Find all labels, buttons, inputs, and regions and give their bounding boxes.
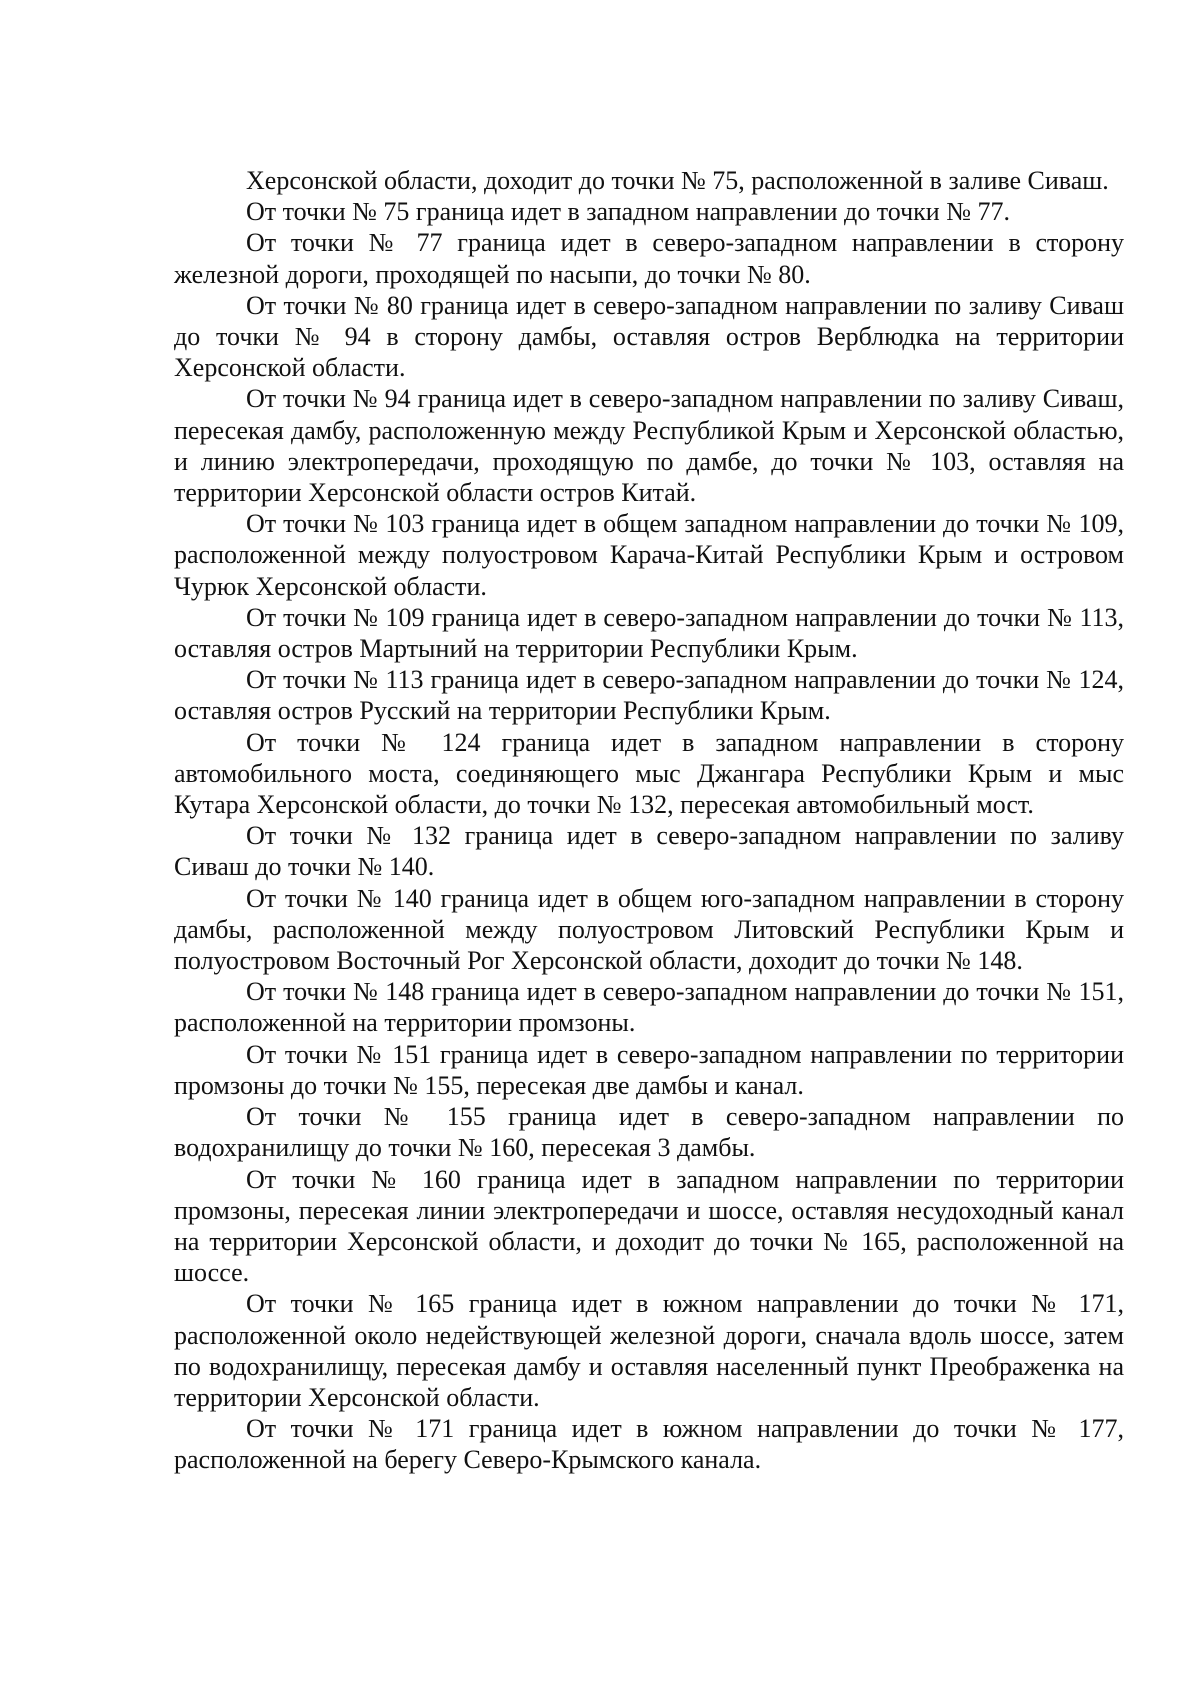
- paragraph-12: От точки № 148 граница идет в северо-западном направлении до точки № 151, расположенной на территории промзоны.: [174, 977, 1124, 1038]
- paragraph-14: От точки № 155 граница идет в северо-западном направлении по водохранилищу до точки № 160, пересекая 3 дамбы.: [174, 1102, 1124, 1163]
- paragraph-8: От точки № 113 граница идет в северо-западном направлении до точки № 124, оставляя остров Русский на территории Республики Крым.: [174, 665, 1124, 726]
- paragraph-7: От точки № 109 граница идет в северо-западном направлении до точки № 113, оставляя остров Мартыний на территории Республики Крым.: [174, 602, 1124, 664]
- paragraph-17: От точки № 171 граница идет в южном направлении до точки № 177, расположенной на берегу Северо-Крымского канала.: [174, 1414, 1124, 1475]
- paragraph-13: От точки № 151 граница идет в северо-западном направлении по территории промзоны до точки № 155, пересекая две дамбы и канал.: [174, 1039, 1124, 1100]
- paragraph-15: От точки № 160 граница идет в западном направлении по территории промзоны, пересекая линии электропередачи и шоссе, оставляя несудоходный канал на территории Херсонской области, и доходит до точки № 165, расположенной на шоссе.: [174, 1164, 1124, 1288]
- paragraph-9: От точки № 124 граница идет в западном направлении в сторону автомобильного моста, соединяющего мыс Джангара Республики Крым и мыс Кутара Херсонской области, до точки № 132, пересекая автомобильный мост.: [174, 727, 1124, 820]
- paragraph-6: От точки № 103 граница идет в общем западном направлении до точки № 109, расположенной между полуостровом Карача-Китай Республики Крым и островом Чурюк Херсонской области.: [174, 509, 1124, 601]
- paragraph-4: От точки № 80 граница идет в северо-западном направлении по заливу Сиваш до точки № 94 в сторону дамбы, оставляя остров Верблюдка на территории Херсонской области.: [174, 290, 1124, 383]
- paragraph-16: От точки № 165 граница идет в южном направлении до точки № 171, расположенной около недействующей железной дороги, сначала вдоль шоссе, затем по водохранилищу, пересекая дамбу и оставляя населенный пункт Преображенка на территории Херсонской области.: [174, 1289, 1124, 1412]
- paragraph-5: От точки № 94 граница идет в северо-западном направлении по заливу Сиваш, пересекая дамбу, расположенную между Республикой Крым и Херсонской областью, и линию электропередачи, проходящую по дамбе, до точки № 103, оставляя на территории Херсонской области остров Китай.: [174, 384, 1124, 508]
- paragraph-11: От точки № 140 граница идет в общем юго-западном направлении в сторону дамбы, расположенной между полуостровом Литовский Республики Крым и полуостровом Восточный Рог Херсонской области, доходит до точки № 148.: [174, 883, 1124, 976]
- document-page: [174, 165, 1124, 1476]
- paragraph-10: От точки № 132 граница идет в северо-западном направлении по заливу Сиваш до точки № 140.: [174, 821, 1124, 882]
- paragraph-1: Херсонской области, доходит до точки № 75, расположенной в заливе Сиваш.: [246, 166, 1109, 195]
- paragraph-2: От точки № 75 граница идет в западном направлении до точки № 77.: [246, 197, 1011, 227]
- paragraph-3: От точки № 77 граница идет в северо-западном направлении в сторону железной дороги, проходящей по насыпи, до точки № 80.: [174, 228, 1124, 289]
